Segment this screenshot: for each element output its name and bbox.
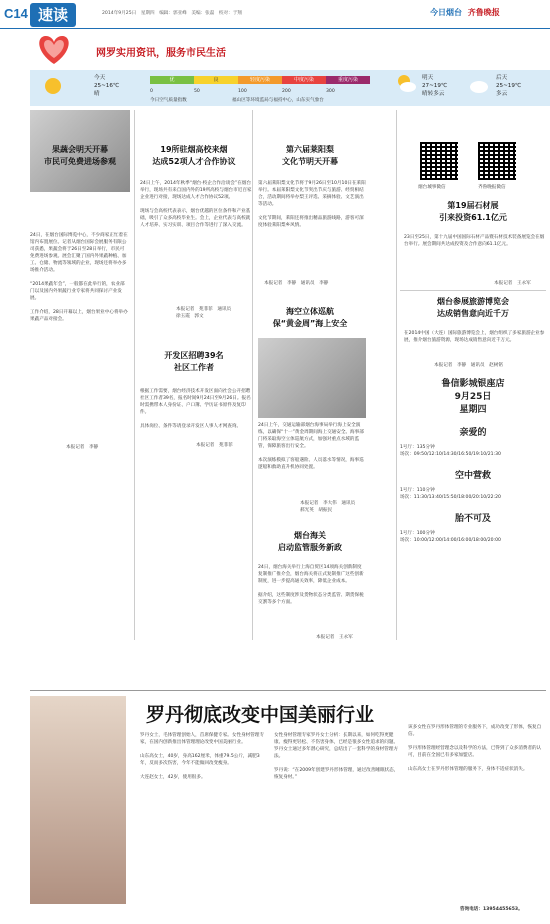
article-customs-title: 烟台海关 启动监管服务新政 bbox=[278, 531, 342, 552]
brand-paper: 齐鲁晚报 bbox=[467, 8, 500, 17]
article-tourism-title: 烟台参展旅游博览会 达成销售意向近千万 bbox=[437, 297, 509, 318]
section-badge bbox=[30, 3, 76, 27]
aqi-level-4: 重度污染 bbox=[326, 76, 370, 84]
feature-phone: 咨询电话：13954455653。 bbox=[460, 907, 523, 912]
qr-caption-city: 烟台城事微信 bbox=[418, 185, 446, 190]
cloud-sun-icon bbox=[395, 72, 417, 94]
aqi-tick-3: 200 bbox=[282, 89, 291, 94]
after-label: 后天 bbox=[496, 75, 508, 81]
article-stone-author: 本报记者 王永军 bbox=[494, 281, 531, 286]
weather-after bbox=[496, 74, 521, 98]
article-tourism-author: 本报记者 李静 通讯员 赵树铭 bbox=[434, 363, 503, 368]
feature-rule bbox=[30, 690, 546, 691]
cinema-name: 鲁信影城银座店 bbox=[441, 379, 505, 389]
movie-title: 亲爱的 bbox=[459, 428, 487, 438]
movie-hall: 1号厅：100分钟 bbox=[400, 531, 435, 536]
movie-item bbox=[400, 511, 546, 544]
cinema-box bbox=[400, 372, 546, 582]
article-recruit-author: 本报记者 苑菲菲 bbox=[196, 443, 233, 448]
tomorrow-temp: 27~19℃ bbox=[422, 83, 448, 89]
date-line: 2014年9月25日 星期四 编辑：郭亚峰 美编：张磊 校对：于翔 bbox=[102, 11, 242, 16]
qr-code-city[interactable] bbox=[420, 142, 458, 180]
article-fruit-body: 24日，在烟台国际博览中心，不少商家正忙着在馆内布置展位。记者从烟台国际会展服务有限公司获悉，果蔬会将于26日至28日举行，市民可免费进场参观。展会汇聚了国内外果蔬种植、加工、仓储、物流等领域的企业，现场还将举办多场推介活动。 “2014果蔬年会”，一般都在此举行的，农业部门以及国内外果蔬行业专家将共同探讨产业发展。 工作介绍，28日开幕以上，烟台果业中心将举办果蔬产品对接会。 bbox=[30, 233, 128, 322]
after-desc: 多云 bbox=[496, 91, 508, 97]
article-recruit-title: 开发区招聘39名 社区工作者 bbox=[164, 351, 224, 372]
feature-photo bbox=[30, 696, 126, 904]
feature-title: 罗丹彻底改变中国美丽行业 bbox=[146, 704, 375, 726]
article-fruit-author: 本报记者 李静 bbox=[66, 445, 99, 450]
sun-icon bbox=[40, 73, 66, 99]
movie-title: 空中营救 bbox=[454, 471, 491, 481]
aqi-source: 福山区等环境监局与福持中心，山东实气象台 bbox=[232, 98, 324, 103]
tomorrow-label: 明天 bbox=[422, 75, 434, 81]
aqi-level-2: 轻度污染 bbox=[238, 76, 282, 84]
heart-logo-icon bbox=[34, 28, 74, 68]
maritime-photo bbox=[258, 338, 366, 418]
cinema-date: 9月25日 bbox=[454, 392, 492, 402]
page-number: C14 bbox=[4, 6, 28, 21]
article-maritime-author: 本报记者 李大伟 通讯员 郝光英 胡振民 bbox=[300, 501, 356, 513]
movie-times: 场次：11:30/13:40/15:50/18:00/20:10/22:20 bbox=[400, 495, 501, 500]
aqi-bar bbox=[150, 76, 370, 86]
article-stone-title: 第19届石材展 引来投资61.1亿元 bbox=[439, 201, 507, 222]
feature-col-1: 罗丹女士，毛体管理创始人，首席保健专家。女性身材管理专家，在国内创新推出体管理理论改变中国美丽行业。 山东高女士，40岁，身高162厘米，体重79.5公斤，减肥3年，反而多次伤害，今年不能做回改变瘦身。 大连赵女士，42岁，使用很多。 bbox=[140, 733, 265, 780]
today-temp: 25~16℃ bbox=[94, 83, 120, 89]
aqi-tick-1: 50 bbox=[194, 89, 200, 94]
article-maritime-title: 海空立体巡航 保“黄金周”海上安全 bbox=[272, 307, 348, 328]
article-pear-title: 第六届莱阳梨 文化节明天开幕 bbox=[282, 145, 338, 166]
aqi-level-3: 中度污染 bbox=[282, 76, 326, 84]
article-colleges-author: 本报记者 苑菲菲 通讯员 徐玉霞 郭文 bbox=[176, 307, 232, 319]
article-colleges-body: 24日上午，2014年秋季“烟台·校企合作洽谈会”在烟台举行，现场共有来自国内外的19所高校与烟台市近百家企业进行对接，现场达成人才合作协议52项。 现场与会高校代表表示，烟台优越的区位条件和产业基础，吸引了众多高校毕业生。会上，企业代表与高校就人才培养、实习实训、项目合作等进行了深入交流。 bbox=[140, 181, 252, 228]
qr-code-paper[interactable] bbox=[478, 142, 516, 180]
today-desc: 晴 bbox=[94, 91, 100, 97]
article-customs-author: 本报记者 王永军 bbox=[316, 635, 353, 640]
article-recruit-body: 根据工作需要，烟台经济技术开发区面向社会公开招聘社区工作者39名，报名时间9月24日至9月26日。报名时需携带本人身份证、户口簿、学历证书原件及复印件。 具体岗位、条件等请登录开发区人事人才网查询。 bbox=[140, 389, 251, 429]
header-rule bbox=[0, 28, 550, 29]
movie-times: 场次：10:00/12:00/14:00/16:00/18:00/20:00 bbox=[400, 538, 501, 543]
article-maritime-body: 24日上午，交通运输部烟台海事局举行海上安全演练，以确保“十一”黄金周期间海上交通安全。海事部门将采取海空立体巡航方式，加强对重点水域的监管，保障旅客出行安全。 本次演练模拟了客船遇险、人员落水等情况，海事巡逻船和救助直升机协同处置。 bbox=[258, 423, 364, 470]
movie-item bbox=[400, 468, 546, 501]
article-colleges-title: 19所驻烟高校来烟 达成52项人才合作协议 bbox=[152, 145, 236, 166]
brand-name bbox=[430, 7, 500, 18]
feature-col-2: 女性身材管理专家罗丹女士分析：长期以来，如何吃得更健康、瘦得更轻松、不伤害身体，已经是很多女性追求的问题。罗丹女士通过多年潜心研究，总结出了一套科学的身材管理方法。 罗丹说：“在2009年创建罗丹形体管理，通过改善睡眠状态，恢复身材。” bbox=[274, 733, 399, 780]
article-pear-author: 本报记者 李静 通讯员 李静 bbox=[264, 281, 329, 286]
movie-title: 胎不可及 bbox=[454, 514, 491, 524]
col-rule-3 bbox=[396, 110, 397, 640]
aqi-tick-2: 100 bbox=[238, 89, 247, 94]
article-fruit-title: 果蔬会明天开幕 市民可免费进场参观 bbox=[44, 145, 116, 166]
qr-caption-paper: 齐鲁晚报微信 bbox=[478, 185, 506, 190]
aqi-level-0: 优 bbox=[150, 76, 194, 84]
stone-rule bbox=[400, 290, 546, 291]
aqi-caption: 今日空气质量指数 bbox=[150, 98, 187, 103]
article-pear-body: 第六届莱阳梨文化节将于9月26日至10月10日在莱阳举行。本届莱阳梨文化节突出节庆与旅游、经贸相结合，活动期间将举办梨王评选、采摘体验、文艺演出等活动。 文化节期间，莱阳还将推出精品旅游线路，游客可深度体验莱阳梨乡风情。 bbox=[258, 181, 366, 228]
cinema-weekday: 星期四 bbox=[459, 405, 487, 415]
cloud-icon bbox=[468, 74, 490, 96]
today-label: 今天 bbox=[94, 75, 106, 81]
aqi-level-1: 良 bbox=[194, 76, 238, 84]
movie-times: 场次：09:50/12:10/14:30/16:50/19:10/21:30 bbox=[400, 452, 501, 457]
aqi-tick-0: 0 bbox=[150, 89, 153, 94]
tagline: 网罗实用资讯，服务市民生活 bbox=[96, 48, 226, 59]
article-customs-body: 24日，烟台海关举行上海自贸区14项海关创新制度复制推广推介会，烟台海关将正式复制推广这些创新制度，进一步提高通关效率，降低企业成本。 据介绍，这些制度涉及货物状态分类监管、期货保税交割等多个方面。 bbox=[258, 565, 364, 605]
brand-today: 今日烟台 bbox=[430, 8, 462, 17]
col-rule-2 bbox=[252, 110, 253, 640]
aqi-tick-4: 300 bbox=[326, 89, 335, 94]
feature-col-3: 该多女性在罗丹形体管理的专业服务下，成功改变了形体，恢复自信。 罗丹形体管理经营理念以及科学的方法，已得到了众多消费者的认可，目前在全国已有多家加盟店。 山东高女士在罗丹形体管理的服务下，身体不适症状消失。 bbox=[408, 725, 542, 772]
weather-tomorrow bbox=[422, 74, 447, 98]
after-temp: 25~19℃ bbox=[496, 83, 522, 89]
movie-hall: 1号厅：135分钟 bbox=[400, 445, 435, 450]
col-rule-1 bbox=[134, 110, 135, 640]
weather-today bbox=[94, 74, 119, 98]
movie-hall: 1号厅：110分钟 bbox=[400, 488, 435, 493]
article-stone-body: 23日至25日，第十九届中国国际石材产品暨石材技术装备展览会在烟台举行。展会期间共达成投资及合作意向61.1亿元。 bbox=[404, 235, 545, 247]
tomorrow-desc: 晴转多云 bbox=[422, 91, 445, 97]
article-tourism-body: 在2014中国（大连）国际旅游博览会上，烟台组织了多家旅游企业参展，推介烟台旅游资源，现场达成销售意向近千万元。 bbox=[404, 331, 545, 343]
movie-item bbox=[400, 425, 546, 458]
section-title: 速读 bbox=[37, 6, 68, 24]
